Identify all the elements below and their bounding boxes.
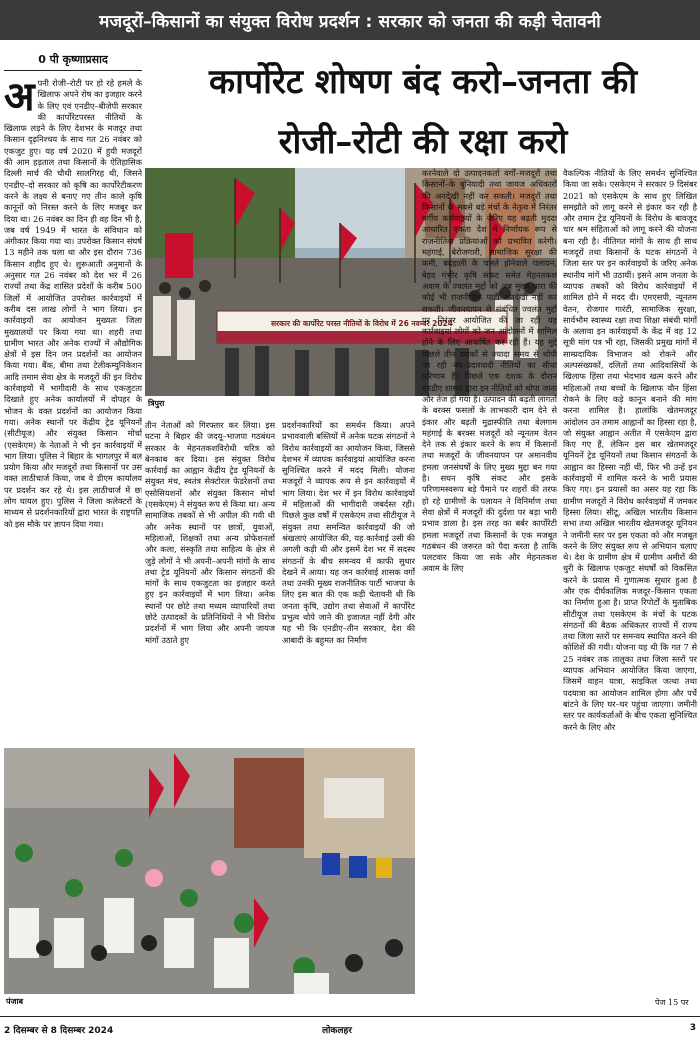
column-4-text: करनेवाले दो उत्पादनकर्ता वर्गों–मजदूरों तथा किसानों–के बुनियादी तथा जायज अधिकारों की अनदेखी नहीं कर सकती। मजदूरों तथा किसानों के सबसे बड़े मंचों के नेतृत्व में निरंतर वर्गीय कार्रवाइयों के जरिए यह बढ़ती मुददा आधारित एकता देश में निर्णायक रूप से राजनीतिक प्रक्रियाओं को प्रभावित करेगी। महंगाई, बेरोजगारी, सामाजिक सुरक्षा की कमी, बदहाली के चलते होनेवाले पलायन, बेहद गंभीर कृषि संकट समेत मेहनतकश अवाम के ज्वलंत मुद्दों को अब मुख्य धारा की कोई भी राजनीतिक पार्टी अनदेखी नहीं कर सकती। जीवनयापन से संबंधित ज्वलंत मुद्दों पर निरंतर आयोजित की जा रही यह कार्रवाइयां लोगों को जन आंदोलनों में शामिल होने के लिए आकर्षित कर रही हैं। यह मुद्दे पिछले तीन दशकों से ज्यादा समय से थोपी जा रही नव–उदारवादी नीतियों का सीधा परिणाम हैं। पिछले एक दशक के दौरान एनडीए शासन द्वारा इन नीतियों को थोपा जाना और तेज हो गया है। उत्पादन की बढ़ती लागतों के बरक्स फसलों के लाभकारी दाम देने से इंकार और बढ़ती मुद्रास्फीति तथा बेलगाम महंगाई के बरक्स मजदूरों को न्यूनतम वेतन देने तक से इंकार करने के रूप में किसानों तथा मजदूरों के जीवनयापन पर अमानवीय हमला जनसंघर्षों के लिए मुख्य मुद्दा बन गया है। सघन कृषि संकट और इसके परिणामस्वरूप बड़े पैमाने पर शहरों की तरफ हो रहे ग्रामीणों के पलायन ने विनिर्माण तथा सेवा क्षेत्रों में मजदूरों की दुर्दशा पर बड़ा भारी प्रभाव डाला है। इस तरह का बर्बर कार्पोरेटी हमला मजदूरों तथा किसानों के एक मजबूत गठबंधन की जरूरत को पैदा करता है ताकि पलटवार किया जा सके और मेहनतकश अवाम के लिए (422, 168, 557, 574)
column-2-text: तीन नेताओं को गिरफ्तार कर लिया। इस घटना ने बिहार की जदयू–भाजपा गठबंधन सरकार के मेहनतकशविरोधी चरित्र को बेनकाब कर दिया। इस संयुक्त विरोध कार्रवाई का आह्वान केंद्रीय ट्रेड यूनियनों के संयुक्त मंच, स्वतंत्र सेक्टोरल फेडरेशनों तथा एसोसियशनों और संयुक्त किसान मोर्चा (एसकेएम) ने संयुक्त रूप से किया था। अन्य सामाजिक तबकों से भी अपील की गयी थी और अनेक स्थानों पर छात्रों, युवाओं, महिलाओं, शिक्षकों तथा अन्य प्रोफेशनलों और कला, संस्कृति तथा साहित्य के क्षेत्र से जुड़े लोगों ने भी अपनी–अपनी मांगों के साथ तथा ट्रेड यूनियनों और किसान संगठनों की मांगों के साथ एकजुटता का इजहार करते हुए इन कार्रवाइयों में भाग लिया। अनेक स्थानों पर छोटे तथा मध्यम व्यापारियों तथा छोटे उत्पादकों के प्रतिनिधियों ने भी विरोध प्रदर्शनों में भाग लिया और अपनी जायज मांगों उठाते हुए (145, 420, 275, 645)
headline-line-1: कार्पोरेट शोषण बंद करो–जनता की (208, 62, 638, 102)
continued-note: पेज 15 पर (655, 998, 689, 1007)
article-column-5 (563, 168, 697, 994)
article-column-1 (4, 78, 142, 746)
headline-line-2: रोजी–रोटी की रक्षा करो (278, 122, 568, 162)
photo-caption-punjab: पंजाब (6, 997, 24, 1006)
footer-date: 2 दिसम्बर से 8 दिसम्बर 2024 (4, 1026, 114, 1036)
article-column-2 (145, 420, 275, 746)
footer-publication: लोकलहर (322, 1026, 352, 1036)
photo-banner-text: सरकार की कार्पोरेट परस्त नीतियों के विरोध में 26 नवम्बर 2024 (270, 319, 454, 328)
page-number: 3 (689, 1023, 696, 1033)
headline (148, 52, 698, 172)
page-footer (0, 1020, 700, 1038)
top-banner (0, 0, 700, 40)
column-5-text: वैकल्पिक नीतियों के लिए समर्थन सुनिश्चित किया जा सके। एसकेएम ने सरकार 9 दिसंबर 2021 को एसकेएम के साथ हुए लिखित समझौते को लागू करने से इंकार कर रही है और तमाम ट्रेड यूनियनों के विरोध के बावजूद चार श्रम संहिताओं को लागू करने की योजना बना रही है। नीतिगत मांगों के साथ ही साथ मजदूरों तथा किसानों के घटक संगठनों ने जिला स्तर पर इन कार्रवाइयों के जरिए अनेक स्थानीय मांगें भी उठायीं। इसने आम जनता के व्यापक तबकों को विरोध कार्रवाइयों में शामिल होने में मदद दी। एमएसपी, न्यूनतम वेतन, रोजगार गारंटी, सामाजिक सुरक्षा, सार्वभौम स्वास्थ्य रक्षा तथा शिक्षा संबंधी मांगों के अलावा इन कार्रवाइयों के केंद्र में वह 12 सूत्री मांग पत्र भी रहा, जिसकी प्रमुख मांगों में साम्प्रदायिक विभाजन को रोकने और अल्पसंख्यकों, दलितों तथा आदिवासियों के खिलाफ हिंसा तथा भेदभाव खत्म करने और महिलाओं तथा बच्चों के खिलाफ यौन हिंसा रोकने के लिए कड़े कानून बनाने की मांग करना शामिल है। हालांकि खेतमजदूर आंदोलन उन तमाम आह्वानों का हिस्सा रहा है, जो संयुक्त आह्वान अतीत में एसकेएम द्वारा किए गए हैं, लेकिन इस बार खेतमजदूर यूनियनें ट्रेड यूनियनों तथा किसान संगठनों के आह्वान का हिस्सा नहीं थीं, फिर भी उन्हें इन कार्रवाइयों में शामिल करने के भारी प्रयास किए गए। इन प्रयासों का असर यह रहा कि ग्रामीण मजदूरों ने विरोध कार्रवाइयों में जमकर हिस्सा लिया। सीटू, अखिल भारतीय किसान सभा तथा अखिल भारतीय खेतमजदूर यूनियन ने जमीनी स्तर पर इस एकता को और मजबूत करने के लिए संयुक्त रूप से अभियान चलाए थे। देश के ग्रामीण क्षेत्र में ग्रामीण अमीरों की धुरी के खिलाफ एकजुट संघर्षों को विकसित करने के प्रयास में गुणात्मक सुधार हुआ है और एक दीर्घकालिक मजदूर–किसान एकता का निर्माण हुआ है। प्राप्त रिपोर्टों के मुताबिक सीटीयूज तथा एसकेएम के मंचों के घटक संगठनों की बैठक अधिकतर राज्यों में राज्य तथा जिला स्तरों पर समन्वय स्थापित करने की कोशिशें की गयी। योजना यह थी कि गत 7 से 25 नवंबर तक तालुका तथा जिला स्तरों पर व्यापक अभियान आयोजित किया जाएगा, जिसमें वाहन यात्रा, साइकिल जत्था तथा पदयात्रा का आयोजन शामिल होगा और पर्चे बांटने के लिए घर–घर पहुंचा जाएगा। जमीनी स्तर पर कार्यकर्ताओं के बीच एकता सुनिश्चित करने के लिए और (563, 168, 697, 732)
photo-caption-tripura: त्रिपुरा (148, 399, 165, 408)
article-column-4 (422, 168, 557, 1010)
column-1-text: पनी रोजी–रोटी पर हो रहे हमले के खिलाफ अपने रोष का इजहार करने के लिए एवं एनडीए–बीजेपी सरकार की कार्पोरेटपरस्त नीतियों के खिलाफ लड़ने के लिए देशभर के मजदूर तथा किसान दृढ़निश्चय के साथ गत 26 नवंबर को एकजुट हुए। यह वर्ष 2020 में हुयी मजदूरों की आम हड़ताल तथा किसानों के ऐतिहासिक दिल्ली मार्च की चौथी सालगिरह थी, जिसने एनडीए–दो सरकार को कृषि का कार्पोरेटीकरण करने के लक्ष्य से बनाए गए तीन काले कृषि कानूनों को निरस्त करने के लिए मजबूर कर दिया था। 26 नवंबर का दिन ही वह दिन भी है, जब वर्ष 1949 में भारत के संविधान को अंगीकार किया गया था। उपरोक्त किसान संघर्ष 13 महीने तक चला था और इस दौरान 736 किसान शहीद हुए थे। शुरूआती अनुमानों के अनुसार गत 26 नवंबर को देश भर में 26 राज्यों तथा केंद्र शासित प्रदेशों के करीब 500 जिलों में आयोजित उपरोक्त कार्रवाइयों में करीब दस लाख लोगों ने भाग लिया। इन कार्रवाइयों का आयोजन मुख्यतः जिला मुख्यालयों पर किया गया था। शहरी तथा ग्रामीण भारत और अनेक राज्यों में औद्योगिक क्षेत्रों में इस दिन जन प्रदर्शनों का आयोजन किया गया। बैंक, बीमा तथा टेलीकम्युनिकेशन आदि तमाम सेवा क्षेत्र के मजदूरों की इन विरोध कार्रवाइयों में भागीदारी के साथ एकजुटता दिखाते हुए अनेक कार्यालयों में दोपहर के भोजन के वक्त प्रदर्शनों का आयोजन किया गया। अनेक स्थानों पर केंद्रीय ट्रेड यूनियनों (सीटीयूज) और संयुक्त किसान मोर्चा (एसकेएम) के नेताओं ने भी इन कार्रवाइयों में भाग लिया। पुलिस ने बिहार के भागलपुर में बल प्रयोग किया और मजदूरों तथा किसानों पर उस वक्त लाठीचार्ज किया, जब वे डीएम कार्यालय पर प्रदर्शन कर रहे थे। इस लाठीचार्ज में छः लोग घायल हुए। पुलिस ने जिला कलेक्टरों के माध्यम से प्रदर्शनकारियों द्वारा भारत के राष्ट्रपति को इस मौके पर ज्ञापन दिया गया। (4, 78, 142, 529)
sit-in-photo-punjab (4, 748, 415, 994)
footer-rule (0, 1016, 700, 1017)
dropcap: अ (4, 78, 35, 120)
byline-rule (4, 70, 142, 71)
article-column-3 (282, 420, 415, 746)
byline: 0 पी कृष्णाप्रसाद (38, 53, 108, 66)
sit-in-photo-punjab-image (4, 748, 415, 994)
column-3-text: प्रदर्शनकारियों का समर्थन किया। अपने प्रभाववाली बस्तियों में अनेक घटक संगठनों ने विरोध कार्रवाइयों का आयोजन किया, जिससे देशभर में व्यापक कार्रवाइयां आयोजित करना सुनिश्चित करने में मदद मिली। योजना मजदूरों ने व्यापक रूप से इन कार्रवाइयों में भाग लिया। देश भर में इन विरोध कार्रवाइयों में महिलाओं की भागीदारी जबर्दस्त रही। पिछले कुछ वर्षों में एसकेएम तथा सीटीयूज ने संयुक्त तथा समन्वित कार्रवाइयों की जो श्रंखलाएं आयोजित की, यह कार्रवाई उसी की अगली कड़ी थी और इसमें देश भर में सदस्य संगठनों के बीच समन्वय में काफी सुधार देखने में आया। यह जन कार्रवाई शासक वर्गों तथा उनकी मुख्य राजनीतिक पार्टी भाजपा के लिए इस बात की एक कड़ी चेतावनी थी कि जनता कृषि, उद्योग तथा सेवाओं में कार्पोरेट प्रभुत्व थोपे जाने की इजाजत नहीं देगी और यह भी कि एनडीए–तीन सरकार, देश की आबादी के बहुमत का निर्माण (282, 420, 415, 645)
banner-text: मजदूरों–किसानों का संयुक्त विरोध प्रदर्शन : सरकार को जनता की कड़ी चेतावनी (99, 11, 601, 32)
